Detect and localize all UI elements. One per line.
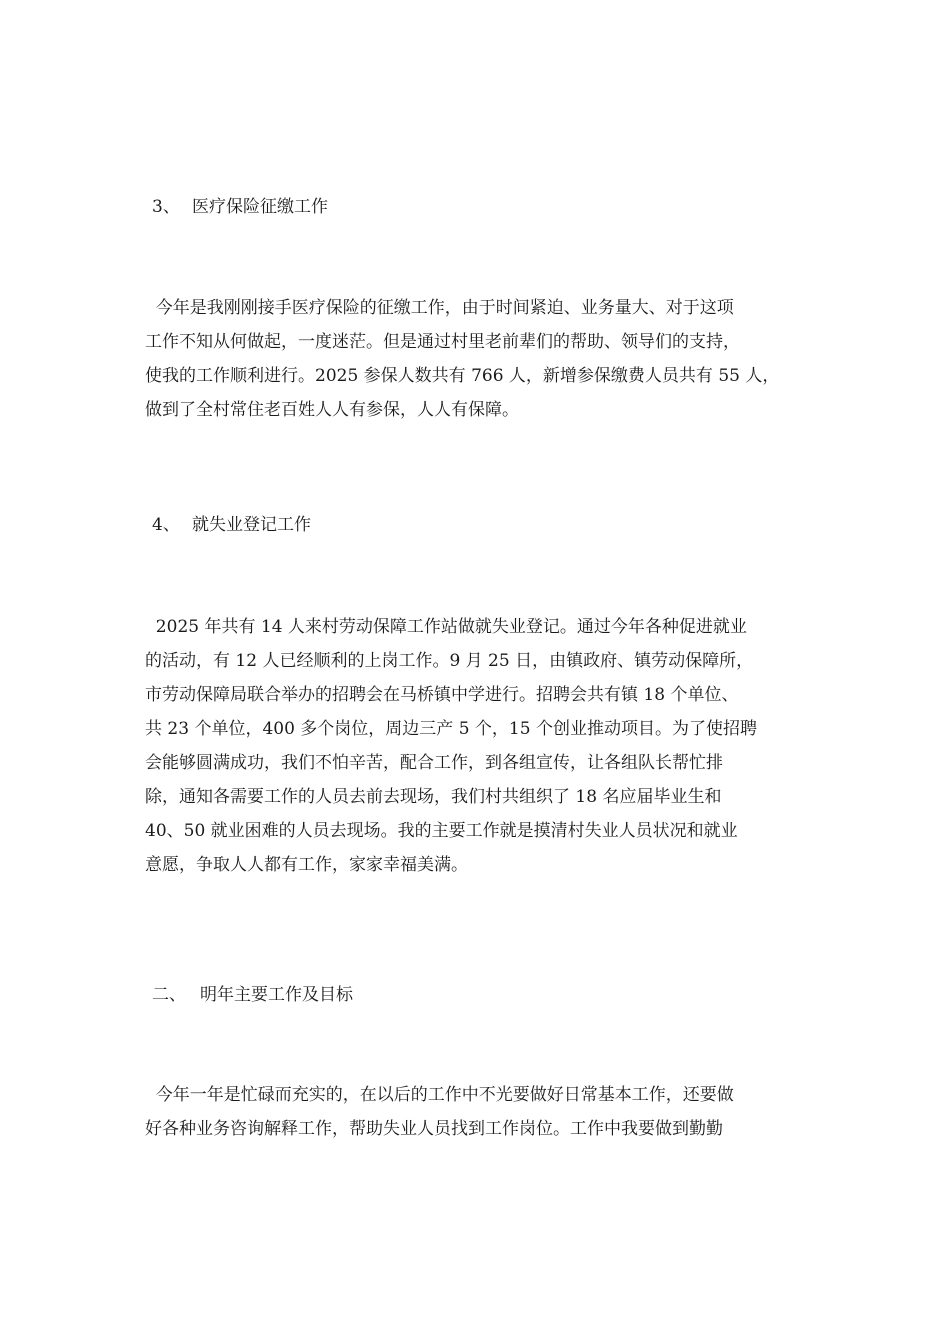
paragraph-line: 共 23 个单位，400 多个岗位，周边三产 5 个，15 个创业推动项目。为了使招聘 [145, 719, 757, 739]
paragraph-line: 今年一年是忙碌而充实的，在以后的工作中不光要做好日常基本工作，还要做 [145, 1085, 734, 1105]
heading-number: 二、 [152, 985, 186, 1005]
paragraph-line: 工作不知从何做起，一度迷茫。但是通过村里老前辈们的帮助、领导们的支持， [145, 332, 740, 352]
heading-number: 3、 [152, 197, 180, 217]
paragraph-line: 除，通知各需要工作的人员去前去现场，我们村共组织了 18 名应届毕业生和 [145, 787, 722, 807]
paragraph-next-year-goals [145, 1078, 825, 1146]
section-heading-employment-registration [152, 513, 311, 537]
paragraph-medical-insurance [145, 291, 825, 427]
paragraph-line: 2025 年共有 14 人来村劳动保障工作站做就失业登记。通过今年各种促进就业 [145, 617, 747, 637]
paragraph-line: 做到了全村常住老百姓人人有参保，人人有保障。 [145, 400, 519, 420]
paragraph-line: 今年是我刚刚接手医疗保险的征缴工作，由于时间紧迫、业务量大、对于这项 [145, 298, 734, 318]
paragraph-line: 好各种业务咨询解释工作，帮助失业人员找到工作岗位。工作中我要做到勤勤 [145, 1119, 723, 1139]
heading-text: 就失业登记工作 [192, 515, 311, 535]
section-heading-next-year-goals [152, 983, 353, 1007]
paragraph-line: 意愿，争取人人都有工作，家家幸福美满。 [145, 855, 468, 875]
paragraph-line: 的活动，有 12 人已经顺利的上岗工作。9 月 25 日，由镇政府、镇劳动保障所， [145, 651, 754, 671]
paragraph-employment-registration [145, 610, 825, 882]
paragraph-line: 会能够圆满成功，我们不怕辛苦，配合工作，到各组宣传，让各组队长帮忙排 [145, 753, 723, 773]
heading-number: 4、 [152, 515, 180, 535]
paragraph-line: 市劳动保障局联合举办的招聘会在马桥镇中学进行。招聘会共有镇 18 个单位、 [145, 685, 739, 705]
heading-text: 明年主要工作及目标 [200, 985, 353, 1005]
paragraph-line: 使我的工作顺利进行。2025 参保人数共有 766 人，新增参保缴费人员共有 55 人， [145, 366, 780, 386]
paragraph-line: 40、50 就业困难的人员去现场。我的主要工作就是摸清村失业人员状况和就业 [145, 821, 738, 841]
heading-text: 医疗保险征缴工作 [192, 197, 328, 217]
section-heading-medical-insurance [152, 195, 328, 219]
